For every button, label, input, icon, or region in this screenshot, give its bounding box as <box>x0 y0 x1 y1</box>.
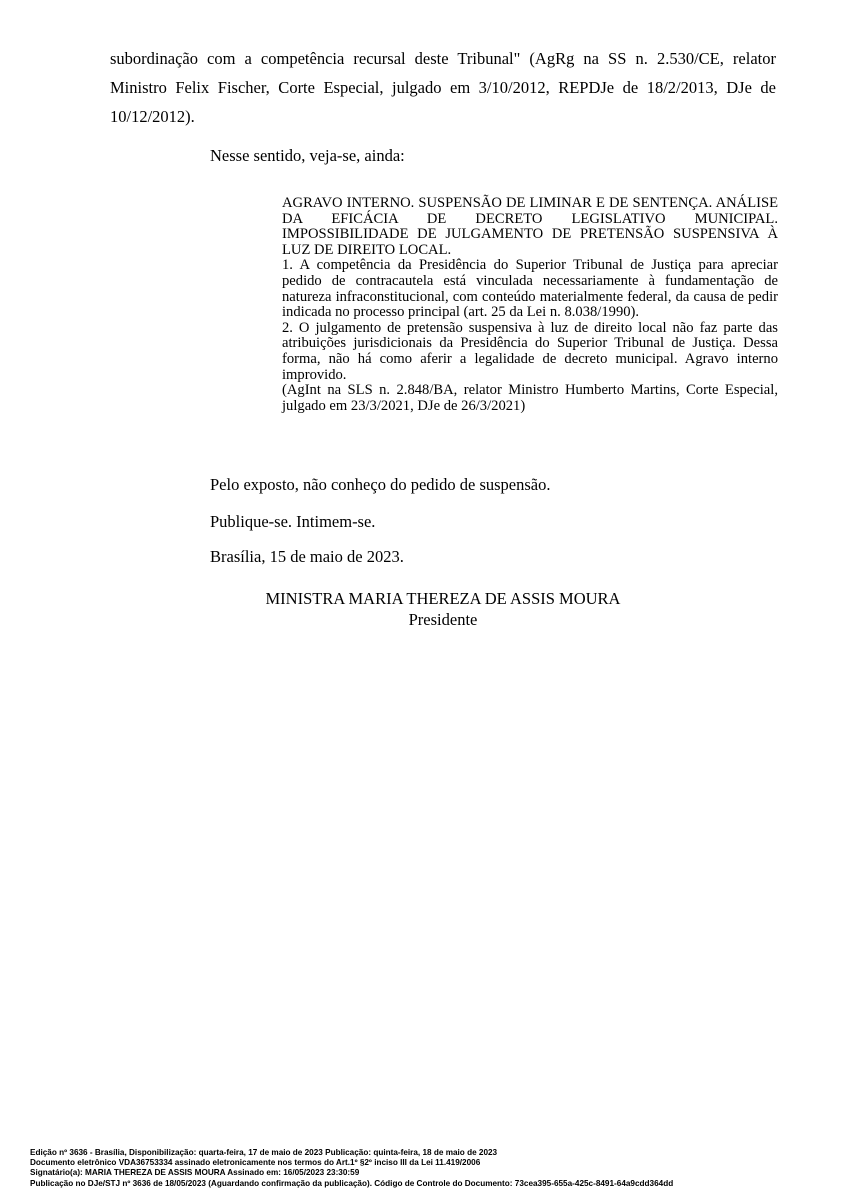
footer-document-line: Documento eletrônico VDA36753334 assinado eletronicamente nos termos do Art.1º §2º inciso III da Lei 11.419/2006 <box>30 1158 481 1168</box>
place-date: Brasília, 15 de maio de 2023. <box>210 547 404 566</box>
publication-footer <box>30 1148 830 1189</box>
signer-role: Presidente <box>408 610 478 629</box>
jurisprudence-citation <box>282 196 778 414</box>
footer-edition-line: Edição nº 3636 - Brasília, Disponibilização: quarta-feira, 17 de maio de 2023 Publicação: quinta-feira, 18 de maio de 2023 <box>30 1148 498 1157</box>
opening-paragraph: subordinação com a competência recursal deste Tribunal" (AgRg na SS n. 2.530/CE, relator Ministro Felix Fischer, Corte Especial, julgado em 3/10/2012, REPDJe de 18/2/2013, DJe de 10/12/2012). <box>110 49 776 126</box>
signature-block <box>200 588 686 630</box>
citation-reference: (AgInt na SLS n. 2.848/BA, relator Ministro Humberto Martins, Corte Especial, julgado em 23/3/2021, DJe de 26/3/2021) <box>282 382 778 414</box>
signer-name: MINISTRA MARIA THEREZA DE ASSIS MOURA <box>265 589 621 608</box>
decision-paragraph: Pelo exposto, não conheço do pedido de suspensão. <box>210 475 551 494</box>
citation-item-1: 1. A competência da Presidência do Superior Tribunal de Justiça para apreciar pedido de contracautela está vinculada necessariamente à fundamentação de natureza infraconstitucional, com conteúdo materialmente federal, da causa de pedir indicada no processo principal (art. 25 da Lei n. 8.038/1990). <box>282 257 778 321</box>
citation-heading: AGRAVO INTERNO. SUSPENSÃO DE LIMINAR E DE SENTENÇA. ANÁLISE DA EFICÁCIA DE DECRETO LEGISLATIVO MUNICIPAL. IMPOSSIBILIDADE DE JULGAMENTO DE PRETENSÃO SUSPENSIVA À LUZ DE DIREITO LOCAL. <box>282 195 778 258</box>
footer-control-line: Publicação no DJe/STJ nº 3636 de 18/05/2023 (Aguardando confirmação da publicação). Código de Controle do Documento: 73cea395-655a-425c-8491-64a9cdd364dd <box>30 1178 674 1188</box>
publish-paragraph: Publique-se. Intimem-se. <box>210 512 376 531</box>
footer-signer-line: Signatário(a): MARIA THEREZA DE ASSIS MOURA Assinado em: 16/05/2023 23:30:59 <box>30 1168 360 1178</box>
intro-line: Nesse sentido, veja-se, ainda: <box>210 146 405 165</box>
citation-item-2: 2. O julgamento de pretensão suspensiva à luz de direito local não faz parte das atribuições jurisdicionais da Presidência do Superior Tribunal de Justiça. Dessa forma, não há como aferir a legalidade de decreto municipal. Agravo interno improvido. <box>282 319 778 383</box>
